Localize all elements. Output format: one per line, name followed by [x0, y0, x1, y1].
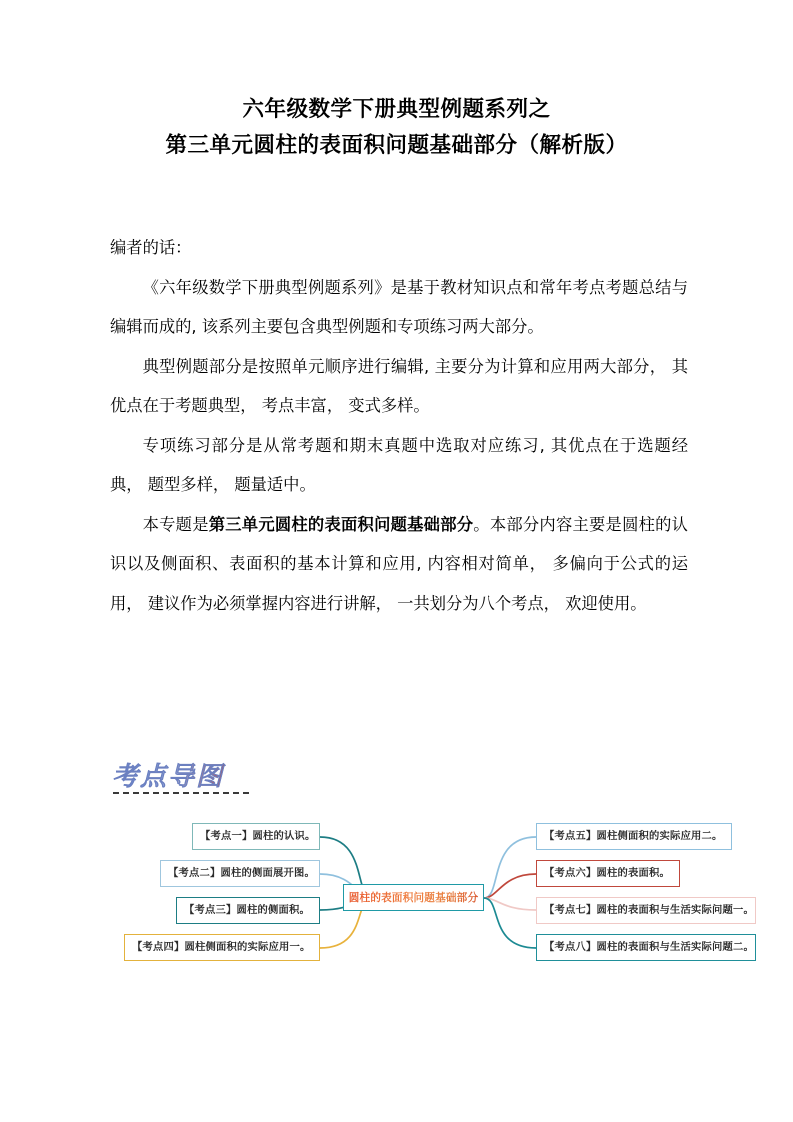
svg-text:考点导图: 考点导图	[112, 762, 225, 792]
mindmap-node-kaodian-8[interactable]	[536, 934, 756, 961]
center-node-label: 圆柱的表面积问题基础部分	[348, 892, 479, 904]
mindmap-node-kaodian-1[interactable]	[192, 823, 320, 850]
node-label: 【考点八】圆柱的表面积与生活实际问题二。	[544, 941, 754, 954]
node-label: 【考点二】圆柱的侧面展开图。	[168, 867, 315, 880]
paragraph-1: 《六年级数学下册典型例题系列》是基于教材知识点和常年考点考题总结与编辑而成的, 该系列主要包含典型例题和专项练习两大部分。	[110, 277, 688, 336]
mindmap-node-kaodian-4[interactable]	[124, 934, 320, 961]
paragraph-2: 典型例题部分是按照单元顺序进行编辑, 主要分为计算和应用两大部分， 其优点在于考题典型， 考点丰富， 变式多样。	[110, 356, 688, 415]
paragraph-highlight	[110, 505, 688, 624]
node-label: 【考点五】圆柱侧面积的实际应用二。	[544, 830, 723, 843]
node-label: 【考点三】圆柱的侧面积。	[184, 904, 310, 917]
page-title	[96, 92, 697, 164]
section-heading-underline	[113, 792, 249, 794]
paragraph-3: 专项练习部分是从常考题和期末真题中选取对应练习, 其优点在于选题经典， 题型多样， 题量适中。	[110, 435, 688, 494]
mindmap-center-node[interactable]	[343, 884, 484, 911]
mindmap-node-kaodian-2[interactable]	[160, 860, 320, 887]
title-line-2: 第三单元圆柱的表面积问题基础部分（解析版）	[165, 133, 628, 158]
node-label: 【考点七】圆柱的表面积与生活实际问题一。	[544, 904, 754, 917]
node-label: 【考点六】圆柱的表面积。	[544, 867, 670, 880]
mindmap-node-kaodian-7[interactable]	[536, 897, 756, 924]
mindmap-node-kaodian-5[interactable]	[536, 823, 732, 850]
highlight-bold: 第三单元圆柱的表面积问题基础部分	[208, 514, 474, 534]
section-heading-art	[108, 756, 258, 796]
preface-body	[110, 228, 688, 623]
node-label: 【考点四】圆柱侧面积的实际应用一。	[132, 941, 311, 954]
title-line-1: 六年级数学下册典型例题系列之	[242, 97, 551, 122]
preface-label: 编者的话：	[110, 238, 192, 257]
mindmap-diagram	[96, 812, 754, 987]
mindmap-node-kaodian-6[interactable]	[536, 860, 680, 887]
node-label: 【考点一】圆柱的认识。	[200, 830, 316, 843]
mindmap-node-kaodian-3[interactable]	[176, 897, 320, 924]
highlight-suffix: 。本部分内容主要是圆柱的认识以及侧面积、表面积的基本计算和应用, 内容相对简单， 多偏向于公式的运用， 建议作为必须掌握内容进行讲解， 一共划分为八个考点， 欢迎使用。	[110, 514, 688, 613]
highlight-prefix: 本专题是	[142, 514, 209, 534]
section-heading	[108, 756, 258, 804]
